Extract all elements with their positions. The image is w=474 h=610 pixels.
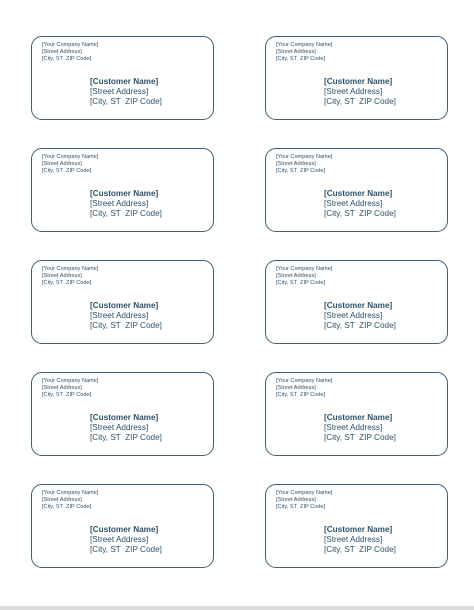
recipient-address <box>90 525 162 554</box>
shipping-label[interactable] <box>31 36 214 120</box>
return-company-name: [Your Company Name] <box>276 266 333 272</box>
customer-name: [Customer Name] <box>324 77 393 86</box>
return-city-state-zip: [City, ST ZIP Code] <box>42 504 92 511</box>
shipping-label[interactable] <box>31 372 214 456</box>
return-company-name: [Your Company Name] <box>42 154 99 160</box>
return-street-address: [Street Address] <box>276 497 316 504</box>
customer-street-address: [Street Address] <box>324 86 383 96</box>
recipient-address <box>90 413 162 442</box>
page-bottom-edge <box>0 606 474 610</box>
customer-city-state-zip: [City, ST ZIP Code] <box>324 544 396 554</box>
customer-street-address: [Street Address] <box>90 422 149 432</box>
return-address <box>276 42 332 63</box>
return-company-name: [Your Company Name] <box>276 490 333 496</box>
return-company-name: [Your Company Name] <box>42 42 99 48</box>
return-address <box>276 266 332 287</box>
shipping-label[interactable] <box>31 260 214 344</box>
return-address <box>276 378 332 399</box>
customer-city-state-zip: [City, ST ZIP Code] <box>324 320 396 330</box>
return-street-address: [Street Address] <box>42 49 82 56</box>
return-city-state-zip: [City, ST ZIP Code] <box>276 392 326 399</box>
customer-street-address: [Street Address] <box>90 198 149 208</box>
customer-name: [Customer Name] <box>90 525 159 534</box>
return-address <box>276 490 332 511</box>
customer-city-state-zip: [City, ST ZIP Code] <box>90 320 162 330</box>
customer-street-address: [Street Address] <box>90 534 149 544</box>
customer-name: [Customer Name] <box>324 413 393 422</box>
return-city-state-zip: [City, ST ZIP Code] <box>276 280 326 287</box>
return-company-name: [Your Company Name] <box>276 378 333 384</box>
return-address <box>42 42 98 63</box>
shipping-label[interactable] <box>265 148 448 232</box>
shipping-label[interactable] <box>265 36 448 120</box>
recipient-address <box>90 77 162 106</box>
return-company-name: [Your Company Name] <box>42 266 99 272</box>
shipping-label[interactable] <box>31 148 214 232</box>
shipping-label[interactable] <box>265 484 448 568</box>
return-street-address: [Street Address] <box>42 497 82 504</box>
return-street-address: [Street Address] <box>276 273 316 280</box>
return-company-name: [Your Company Name] <box>276 154 333 160</box>
return-street-address: [Street Address] <box>42 161 82 168</box>
shipping-label[interactable] <box>31 484 214 568</box>
return-street-address: [Street Address] <box>276 161 316 168</box>
return-city-state-zip: [City, ST ZIP Code] <box>276 168 326 175</box>
customer-name: [Customer Name] <box>90 189 159 198</box>
customer-street-address: [Street Address] <box>90 86 149 96</box>
return-city-state-zip: [City, ST ZIP Code] <box>276 504 326 511</box>
recipient-address <box>324 189 396 218</box>
recipient-address <box>90 301 162 330</box>
customer-name: [Customer Name] <box>90 301 159 310</box>
customer-city-state-zip: [City, ST ZIP Code] <box>324 208 396 218</box>
recipient-address <box>90 189 162 218</box>
customer-city-state-zip: [City, ST ZIP Code] <box>324 96 396 106</box>
shipping-label[interactable] <box>265 372 448 456</box>
return-address <box>276 154 332 175</box>
customer-street-address: [Street Address] <box>324 198 383 208</box>
recipient-address <box>324 301 396 330</box>
recipient-address <box>324 77 396 106</box>
return-company-name: [Your Company Name] <box>276 42 333 48</box>
customer-street-address: [Street Address] <box>90 310 149 320</box>
return-address <box>42 378 98 399</box>
return-address <box>42 266 98 287</box>
shipping-label[interactable] <box>265 260 448 344</box>
customer-city-state-zip: [City, ST ZIP Code] <box>324 432 396 442</box>
customer-street-address: [Street Address] <box>324 534 383 544</box>
return-company-name: [Your Company Name] <box>42 378 99 384</box>
customer-street-address: [Street Address] <box>324 422 383 432</box>
return-city-state-zip: [City, ST ZIP Code] <box>42 56 92 63</box>
return-city-state-zip: [City, ST ZIP Code] <box>42 392 92 399</box>
return-city-state-zip: [City, ST ZIP Code] <box>42 168 92 175</box>
customer-name: [Customer Name] <box>324 301 393 310</box>
customer-city-state-zip: [City, ST ZIP Code] <box>90 432 162 442</box>
customer-street-address: [Street Address] <box>324 310 383 320</box>
customer-name: [Customer Name] <box>90 413 159 422</box>
return-address <box>42 154 98 175</box>
return-company-name: [Your Company Name] <box>42 490 99 496</box>
customer-name: [Customer Name] <box>324 525 393 534</box>
return-street-address: [Street Address] <box>42 273 82 280</box>
return-city-state-zip: [City, ST ZIP Code] <box>276 56 326 63</box>
return-street-address: [Street Address] <box>42 385 82 392</box>
customer-name: [Customer Name] <box>90 77 159 86</box>
recipient-address <box>324 525 396 554</box>
return-street-address: [Street Address] <box>276 49 316 56</box>
return-address <box>42 490 98 511</box>
recipient-address <box>324 413 396 442</box>
return-street-address: [Street Address] <box>276 385 316 392</box>
customer-city-state-zip: [City, ST ZIP Code] <box>90 544 162 554</box>
return-city-state-zip: [City, ST ZIP Code] <box>42 280 92 287</box>
customer-name: [Customer Name] <box>324 189 393 198</box>
customer-city-state-zip: [City, ST ZIP Code] <box>90 208 162 218</box>
customer-city-state-zip: [City, ST ZIP Code] <box>90 96 162 106</box>
